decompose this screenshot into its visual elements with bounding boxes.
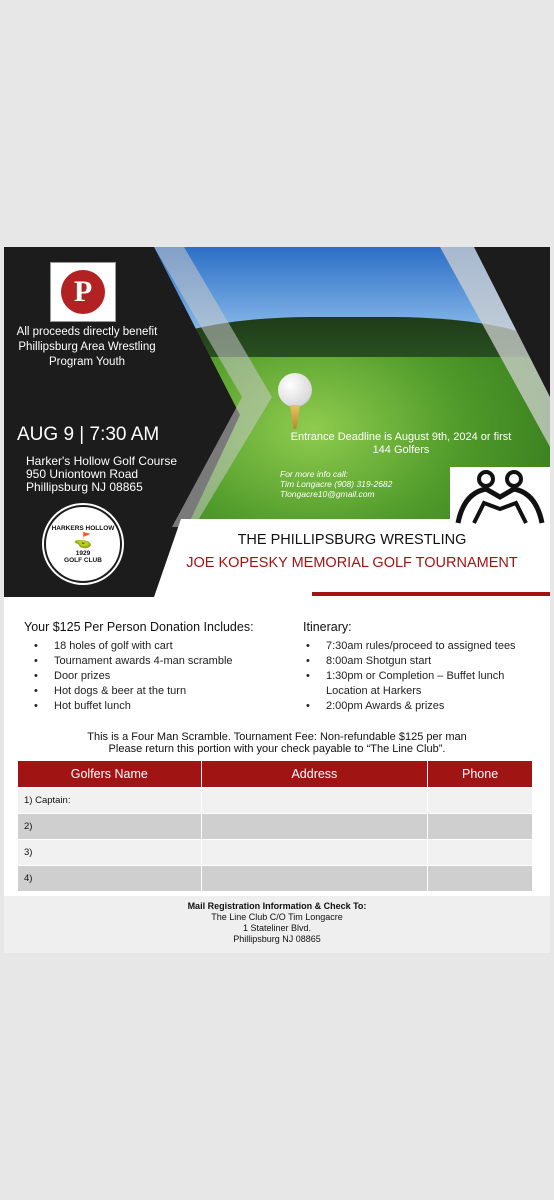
course-address xyxy=(26,455,177,494)
title-underline xyxy=(312,592,550,596)
event-date: AUG 9 | 7:30 AM xyxy=(17,424,160,445)
flyer xyxy=(4,247,550,953)
golfer-name-field[interactable]: 3) xyxy=(18,840,202,866)
logo-badge: P xyxy=(61,270,105,314)
course-city: Phillipsburg NJ 08865 xyxy=(26,480,143,494)
footer-line: The Line Club C/O Tim Longacre xyxy=(211,912,343,922)
golfer-name-field[interactable]: 1) Captain: xyxy=(18,788,202,814)
phone-field[interactable] xyxy=(428,840,533,866)
list-item: • 2:00pm Awards & prizes xyxy=(298,699,544,714)
column-address: Address xyxy=(201,761,428,788)
hero-banner xyxy=(4,247,550,597)
list-item: • 8:00am Shotgun start xyxy=(298,654,544,669)
club-logo-year: 1929 xyxy=(75,549,91,557)
address-field[interactable] xyxy=(201,866,428,892)
footer-line: Phillipsburg NJ 08865 xyxy=(233,934,321,944)
title-line-2: JOE KOPESKY MEMORIAL GOLF TOURNAMENT xyxy=(186,555,518,571)
phone-field[interactable] xyxy=(428,814,533,840)
mail-registration-footer xyxy=(4,896,550,953)
course-street: 950 Uniontown Road xyxy=(26,467,139,481)
contact-label: For more info call: xyxy=(280,469,349,479)
contact-phone: Tim Longacre (908) 319-2682 xyxy=(280,479,393,489)
itinerary-list xyxy=(298,639,544,714)
column-golfers-name: Golfers Name xyxy=(18,761,202,788)
address-field[interactable] xyxy=(201,788,428,814)
phone-field[interactable] xyxy=(428,788,533,814)
table-row xyxy=(18,788,533,814)
phillipsburg-logo xyxy=(50,262,116,322)
registration-form xyxy=(17,760,533,892)
footer-heading: Mail Registration Information & Check To: xyxy=(187,901,367,911)
fee-line-1: This is a Four Man Scramble. Tournament Fee: Non-refundable $125 per man xyxy=(87,731,467,743)
contact-email: Tlongacre10@gmail.com xyxy=(280,489,375,499)
column-phone: Phone xyxy=(428,761,533,788)
title-line-1: THE PHILLIPSBURG WRESTLING xyxy=(237,532,467,548)
wrestlers-icon xyxy=(450,467,550,527)
footer-line: 1 Stateliner Blvd. xyxy=(242,923,312,933)
donation-heading: Your $125 Per Person Donation Includes: xyxy=(24,620,254,634)
wrestlers-icon-graphic xyxy=(450,467,550,527)
itinerary-heading: Itinerary: xyxy=(303,620,352,634)
donation-list xyxy=(26,639,286,714)
proceeds-text: All proceeds directly benefit Phillipsburg Area Wrestling Program Youth xyxy=(16,326,158,368)
table-row xyxy=(18,840,533,866)
list-item: • Hot dogs & beer at the turn xyxy=(26,684,286,699)
table-row xyxy=(18,866,533,892)
entrance-deadline: Entrance Deadline is August 9th, 2024 or first 144 Golfers xyxy=(290,431,512,456)
list-item: • Hot buffet lunch xyxy=(26,699,286,714)
course-name: Harker's Hollow Golf Course xyxy=(26,454,178,468)
club-logo-bottom: GOLF CLUB xyxy=(64,556,102,564)
harkers-hollow-logo xyxy=(44,505,122,583)
golf-ball-icon xyxy=(278,373,312,407)
tournament-fee xyxy=(4,731,550,755)
form-header-row xyxy=(18,761,533,788)
golfer-name-field[interactable]: 2) xyxy=(18,814,202,840)
contact-info xyxy=(280,469,440,499)
phone-field[interactable] xyxy=(428,866,533,892)
list-item: • 1:30pm or Completion – Buffet lunch Location at Harkers xyxy=(298,669,544,699)
list-item: • 18 holes of golf with cart xyxy=(26,639,286,654)
address-field[interactable] xyxy=(201,840,428,866)
list-item: • Tournament awards 4-man scramble xyxy=(26,654,286,669)
fee-line-2: Please return this portion with your check payable to “The Line Club”. xyxy=(108,743,446,755)
golfer-icon: ⛳ xyxy=(73,531,93,549)
list-item: • 7:30am rules/proceed to assigned tees xyxy=(298,639,544,654)
address-field[interactable] xyxy=(201,814,428,840)
list-item: • Door prizes xyxy=(26,669,286,684)
golfer-name-field[interactable]: 4) xyxy=(18,866,202,892)
club-logo-top: HARKERS HOLLOW xyxy=(51,524,115,532)
table-row xyxy=(18,814,533,840)
